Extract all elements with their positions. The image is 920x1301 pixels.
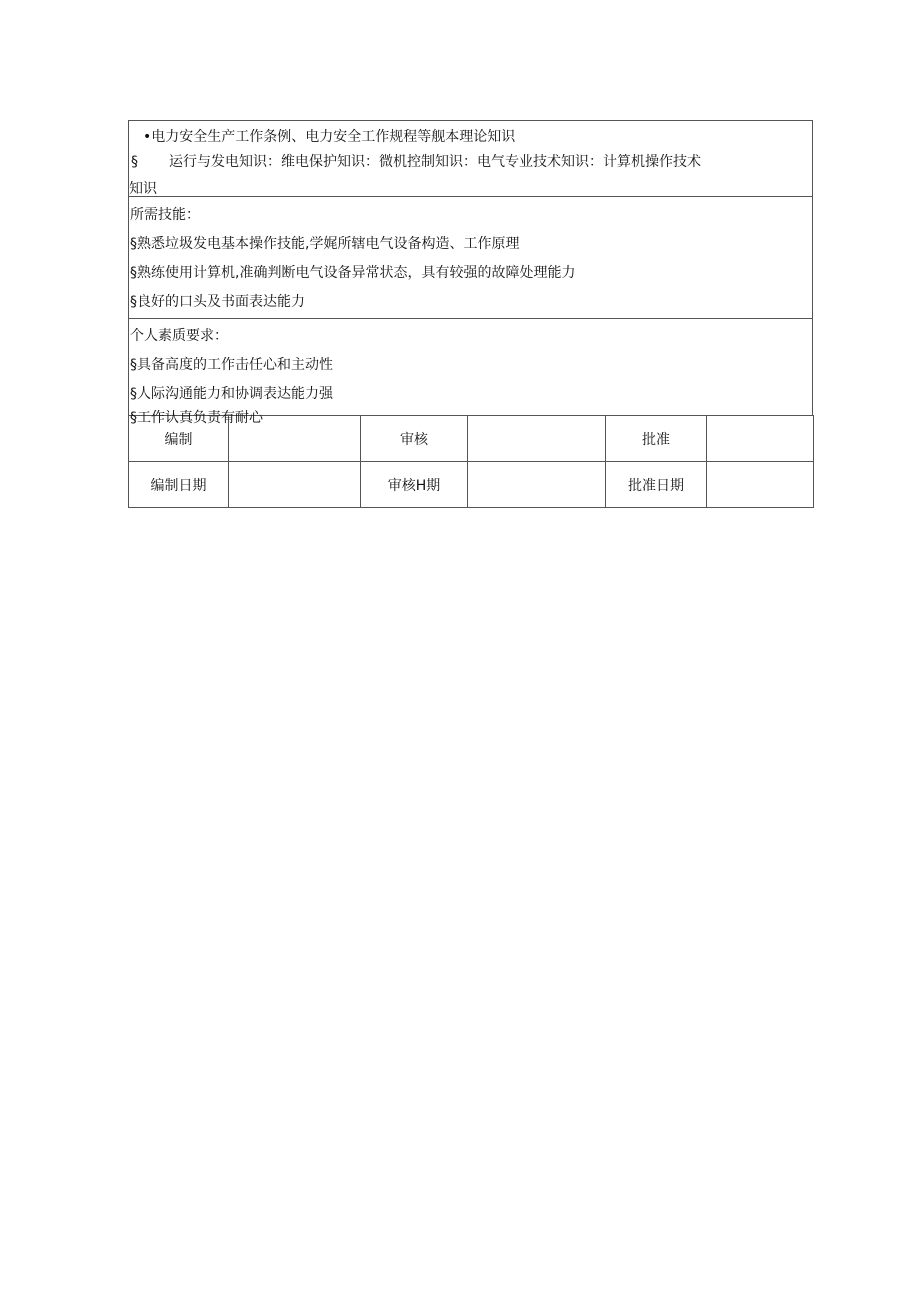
approved-by-value[interactable] <box>707 416 814 462</box>
signoff-table <box>128 415 814 508</box>
quality-item-clipped: §工作认真负责有耐心 <box>130 410 263 426</box>
skills-heading: 所需技能： <box>130 207 200 223</box>
approved-date-value[interactable] <box>707 462 814 508</box>
quality-item: §具备高度的工作击任心和主动性 <box>130 357 333 373</box>
skills-item: §良好的口头及书面表达能力 <box>130 294 305 310</box>
approved-date-label: 批准日期 <box>606 462 707 508</box>
reviewed-by-value[interactable] <box>468 416 606 462</box>
knowledge-line-2 <box>131 151 701 171</box>
quality-section <box>128 318 813 426</box>
approved-by-label: 批准 <box>606 416 707 462</box>
knowledge-section <box>128 120 813 196</box>
reviewed-date-label: 审核H期 <box>361 462 468 508</box>
skills-section <box>128 196 813 318</box>
section-mark: § <box>131 154 138 170</box>
quality-item: §人际沟通能力和协调表达能力强 <box>130 386 333 402</box>
job-description-document <box>128 120 813 508</box>
compiled-date-value[interactable] <box>229 462 361 508</box>
knowledge-line-3: 知识 <box>129 181 157 197</box>
skills-item: §熟练使用计算机,准确判断电气设备异常状态，具有较强的故障处理能力 <box>130 265 576 281</box>
skills-item: §熟悉垃圾发电基本操作技能,学娓所辖电气设备构造、工作原理 <box>130 236 520 252</box>
compiled-date-label: 编制日期 <box>129 462 229 508</box>
reviewed-date-value[interactable] <box>468 462 606 508</box>
quality-heading: 个人素质要求： <box>130 328 228 344</box>
knowledge-line-2-text: 运行与发电知识：维电保护知识：微机控制知识：电气专业技术知识：计算机操作技术 <box>169 154 701 170</box>
reviewed-by-label: 审核 <box>361 416 468 462</box>
knowledge-line-1: •电力安全生产工作条例、电力安全工作规程等舰本理论知识 <box>143 129 516 145</box>
signoff-date-row <box>129 462 814 508</box>
compiled-by-label: 编制 <box>129 416 229 462</box>
